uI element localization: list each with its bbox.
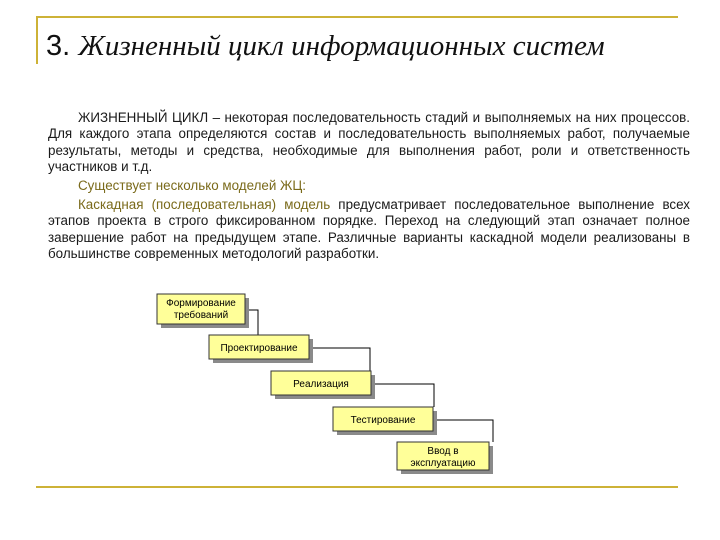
stage-implementation-box (271, 371, 375, 399)
stage-requirements-line1: Формирование (166, 298, 236, 309)
stage-testing-box (333, 407, 437, 435)
definition-text: – некоторая последовательность стадий и выполняемых на них процессов. Для каждого этапа определяются состав и последовательность выполняемых работ, получаемые результаты, методы и средства, необходимые для выполнения работ, роли и ответственность участников и т.д. (48, 110, 690, 175)
stage-requirements-line2: требований (173, 310, 229, 321)
stage-deployment-box (397, 442, 493, 474)
connector-4-5 (434, 420, 493, 442)
definition-term: ЖИЗНЕННЫЙ ЦИКЛ (78, 110, 209, 125)
stage-implementation-label: Реализация (293, 379, 349, 390)
slide-title-number: 3. (46, 30, 71, 62)
cascade-term: Каскадная (последовательная) модель (78, 197, 331, 213)
stage-design-box (209, 335, 313, 363)
stage-testing-label: Тестирование (350, 415, 416, 426)
cascade-text: предусматривает последовательное выполнение всех этапов проекта в строго фиксированном порядке. Переход на следующий этап означает полное завершение работ на предыдущем этапе. Различные варианты каскадной модели реализованы в большинстве современных методологий разработки. (48, 197, 690, 262)
connector-3-4 (371, 384, 434, 407)
slide-title-text: Жизненный цикл информационных систем (78, 30, 605, 62)
stage-requirements-box (157, 294, 249, 328)
connector-2-3 (310, 348, 370, 371)
stage-design-label: Проектирование (220, 343, 298, 354)
models-intro: Существует несколько моделей ЖЦ: (78, 177, 307, 193)
stage-deployment-line2: эксплуатацию (410, 458, 476, 469)
bottom-divider-line (36, 486, 678, 488)
stage-deployment-line1: Ввод в (427, 446, 459, 457)
